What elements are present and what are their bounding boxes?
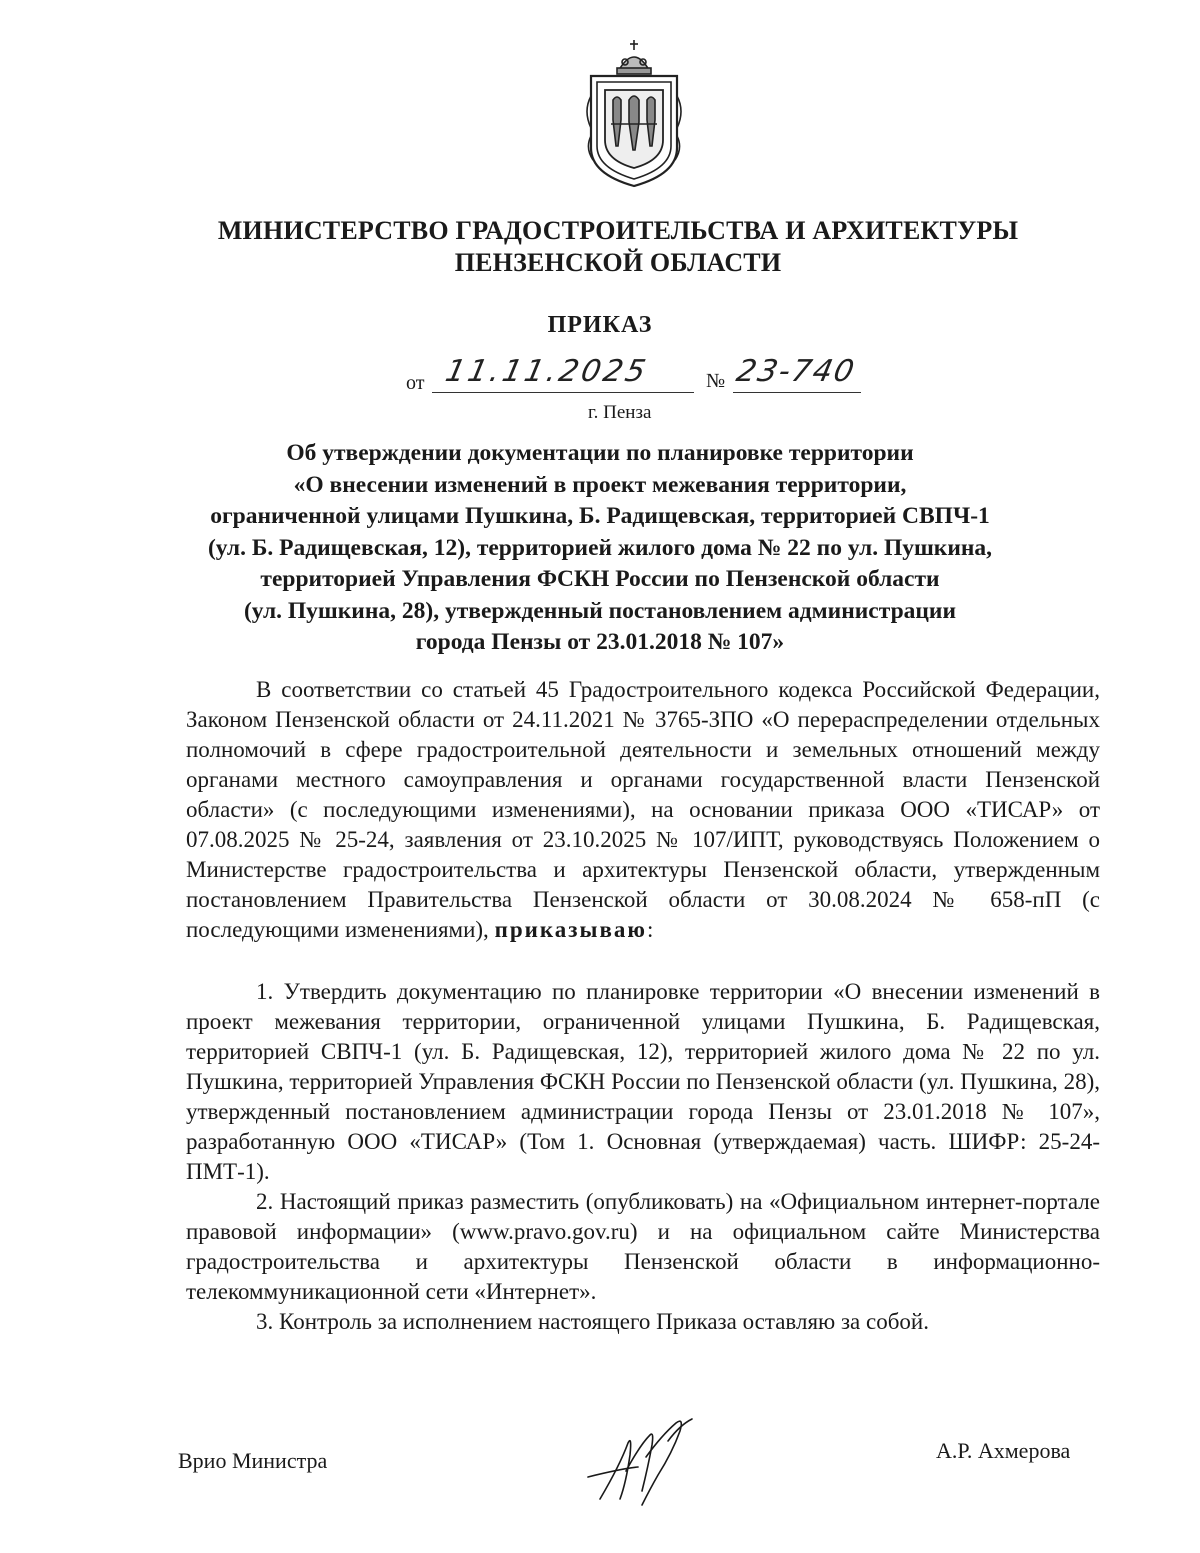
organization-header — [0, 215, 1200, 279]
title-line: «О внесении изменений в проект межевания территории, — [293, 471, 907, 498]
title-line: ограниченной улицами Пушкина, Б. Радищевская, территорией СВПЧ-1 — [210, 503, 990, 529]
preamble-text: В соответствии со статьей 45 Градостроительного кодекса Российской Федерации, Законом Пензенской области от 24.11.2021 № 3765-ЗПО «О перераспределении отдельных полномочий в сфере градостроительной деятельности и земельных отношений между органами местного самоуправления и органами государственной власти Пензенской области» (с последующими изменениями), на основании приказа ООО «ТИСАР» от 07.08.2025 № 25-24, заявления от 23.10.2025 № 107/ИПТ, руководствуясь Положением о Министерстве градостроительства и архитектуры Пензенской области, утвержденным постановлением Правительства Пензенской области от 30.08.2024 № 658-пП (с последующими изменениями), — [186, 677, 1100, 942]
city: г. Пенза — [588, 402, 652, 423]
title-line: города Пензы от 23.01.2018 № 107» — [415, 629, 785, 655]
date-number-line — [0, 354, 1200, 400]
title-line: территорией Управления ФСКН России по Пензенской области — [260, 566, 940, 592]
document-type: ПРИКАЗ — [547, 312, 653, 338]
signatory-position: Врио Министра — [178, 1448, 328, 1473]
title-line: (ул. Пушкина, 28), утвержденный постановлением администрации — [243, 597, 957, 624]
document-body — [186, 675, 1100, 1337]
order-item-1: 1. Утвердить документацию по планировке территории «О внесении изменений в проект межевания территории, ограниченной улицами Пушкина, Б. Радищевская, территорией СВПЧ-1 (ул. Б. Радищевская, 12), территорией жилого дома № 22 по ул. Пушкина, территорией Управления ФСКН России по Пензенской области (ул. Пушкина, 28), утвержденный постановлением администрации города Пензы от 23.01.2018 № 107», разработанную ООО «ТИСАР» (Том 1. Основная (утверждаемая) часть. ШИФР: 25-24-ПМТ-1). — [186, 979, 1100, 1184]
order-item-3: 3. Контроль за исполнением настоящего Приказа оставляю за собой. — [256, 1309, 929, 1334]
handwritten-number: 23-740 — [733, 354, 859, 389]
document-title — [150, 438, 1050, 659]
number-field — [733, 354, 861, 393]
title-line: Об утверждении документации по планировке территории — [286, 440, 914, 466]
date-prefix: от — [406, 372, 425, 394]
handwritten-date: 11.11.2025 — [442, 354, 652, 389]
order-item-2: 2. Настоящий приказ разместить (опубликовать) на «Официальном интернет-портале правовой информации» (www.pravo.gov.ru) и на официальном сайте Министерства градостроительства и архитектуры Пензенской области в информационно-телекоммуникационной сети «Интернет». — [186, 1189, 1100, 1304]
order-colon: : — [646, 917, 654, 942]
coat-of-arms-icon — [583, 36, 685, 188]
title-line: (ул. Б. Радищевская, 12), территорией жилого дома № 22 по ул. Пушкина, — [207, 534, 993, 561]
signature-image — [580, 1405, 720, 1515]
date-field — [432, 354, 694, 393]
preamble-paragraph — [186, 675, 1100, 945]
number-sign: № — [706, 370, 726, 392]
organization-name-line2: ПЕНЗЕНСКОЙ ОБЛАСТИ — [454, 248, 782, 277]
signatory-name: А.Р. Ахмерова — [936, 1438, 1071, 1463]
order-word: приказываю — [494, 917, 647, 942]
organization-name-line1: МИНИСТЕРСТВО ГРАДОСТРОИТЕЛЬСТВА И АРХИТЕКТУРЫ — [217, 216, 1019, 245]
